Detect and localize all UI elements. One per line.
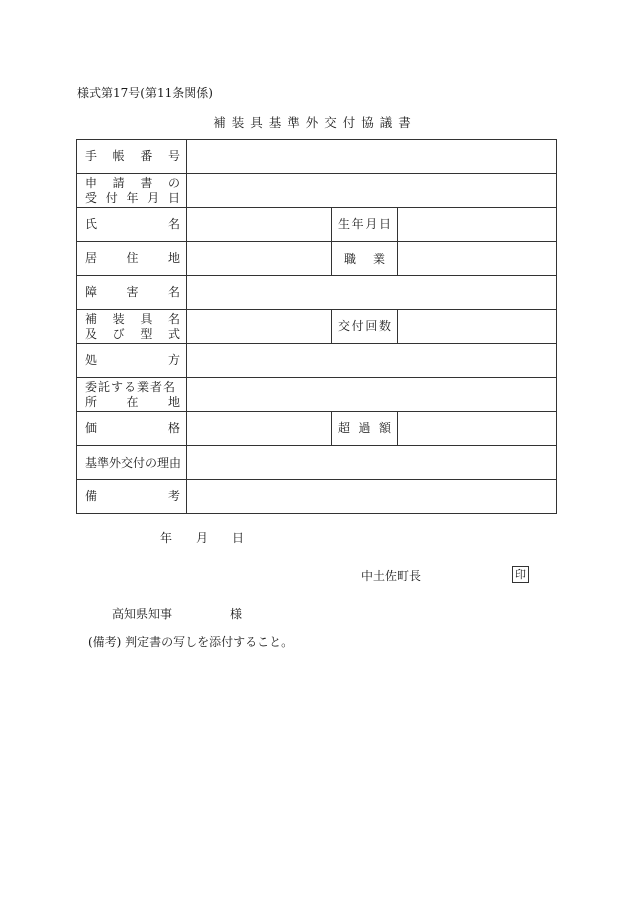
consultation-form-table [76, 139, 557, 514]
label-excess-amount: 超 過 額 [338, 421, 391, 435]
row-device [77, 310, 557, 344]
remarks-note: (備考) 判定書の写しを添付すること。 [88, 635, 294, 649]
label-remarks: 備 考 [85, 489, 180, 503]
field-handbook-number[interactable] [187, 140, 557, 174]
label-disability: 障 害 名 [85, 285, 180, 299]
row-price [77, 412, 557, 446]
seal-mark: 印 [512, 566, 529, 583]
label-name: 氏 名 [85, 217, 180, 231]
field-delivery-count[interactable] [398, 310, 557, 344]
field-excess-amount[interactable] [398, 412, 557, 446]
field-name[interactable] [187, 208, 332, 242]
label-occupation: 職 業 [344, 252, 385, 266]
honorific: 様 [230, 607, 243, 621]
label-contractor: 委託する業者名 所 在 地 [85, 379, 180, 409]
row-reason [77, 446, 557, 480]
label-price: 価 格 [85, 421, 180, 435]
row-handbook-number [77, 140, 557, 174]
field-price[interactable] [187, 412, 332, 446]
field-reason[interactable] [187, 446, 557, 480]
date-month: 月 [196, 531, 209, 545]
row-name [77, 208, 557, 242]
label-birth-date: 生 年 月 日 [338, 217, 391, 231]
label-delivery-count: 交 付 回 数 [338, 319, 391, 333]
row-contractor [77, 378, 557, 412]
mayor-title: 中土佐町長 [361, 569, 422, 583]
form-number: 様式第17号(第11条関係) [77, 86, 213, 100]
document-title: 補装具基準外交付協議書 [213, 115, 417, 130]
row-application-date [77, 174, 557, 208]
row-address [77, 242, 557, 276]
field-contractor[interactable] [187, 378, 557, 412]
row-disability [77, 276, 557, 310]
row-prescription [77, 344, 557, 378]
label-reason: 基準外交付の理由 [85, 456, 182, 470]
date-day: 日 [232, 531, 245, 545]
label-address: 居 住 地 [85, 251, 180, 265]
field-prescription[interactable] [187, 344, 557, 378]
field-birth-date[interactable] [398, 208, 557, 242]
label-prescription: 処 方 [85, 353, 180, 367]
label-handbook-number: 手 帳 番 号 [85, 149, 180, 163]
field-occupation[interactable] [398, 242, 557, 276]
addressee: 高知県知事 [112, 607, 173, 621]
field-application-date[interactable] [187, 174, 557, 208]
label-device: 補 装 具 名 及 び 型 式 [85, 311, 180, 341]
field-device[interactable] [187, 310, 332, 344]
date-year: 年 [160, 531, 173, 545]
field-address[interactable] [187, 242, 332, 276]
field-remarks[interactable] [187, 480, 557, 514]
label-application-date: 申 請 書 の 受 付 年 月 日 [85, 175, 180, 205]
field-disability[interactable] [187, 276, 557, 310]
row-remarks [77, 480, 557, 514]
